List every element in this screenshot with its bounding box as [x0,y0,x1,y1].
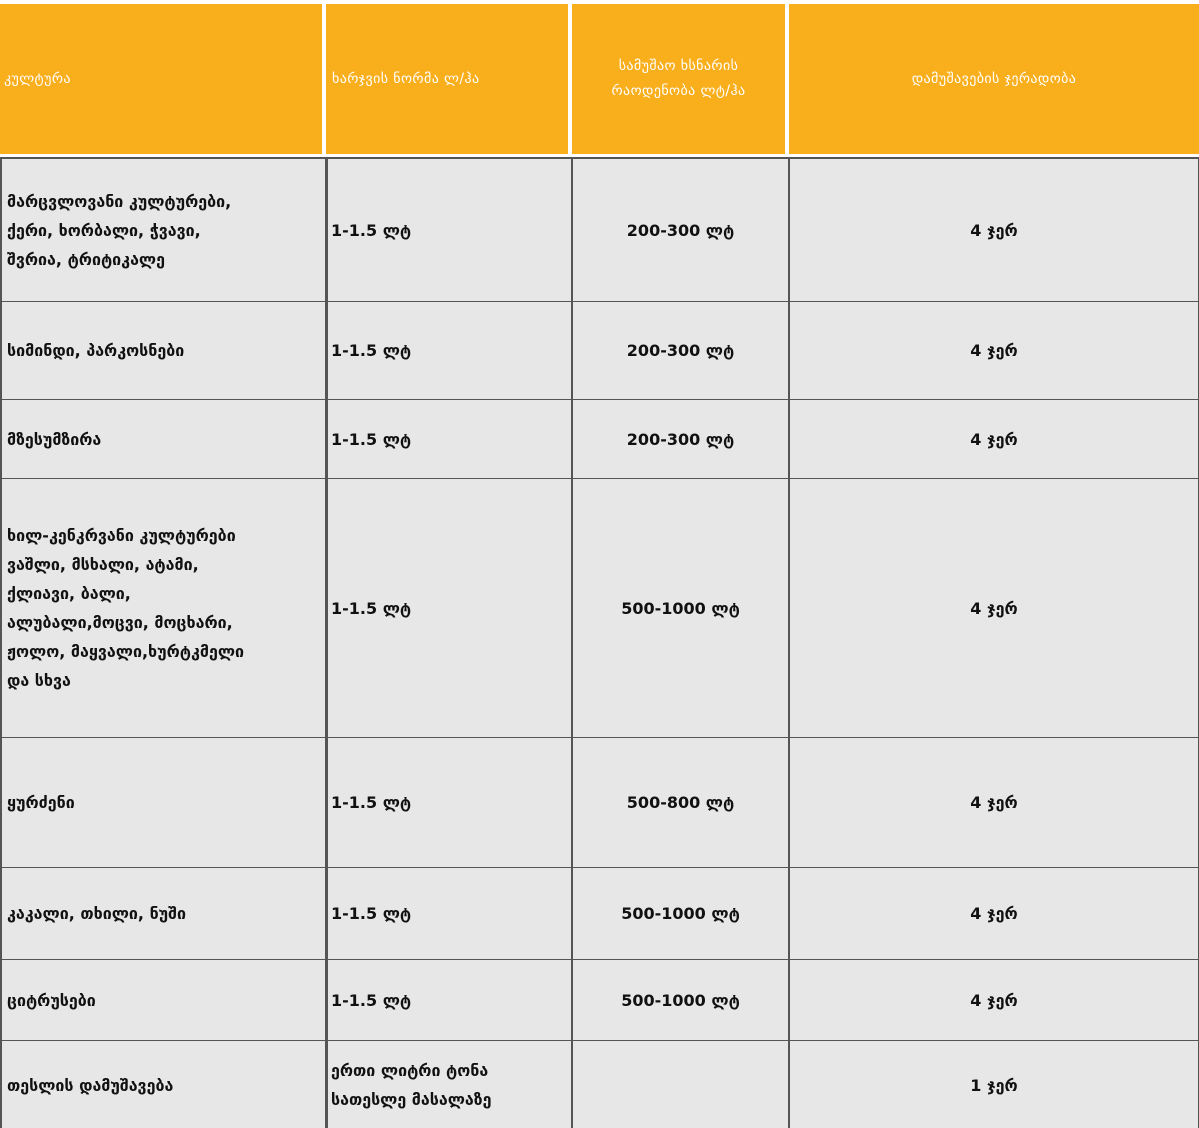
cell-frequency: 4 ჯერ [789,400,1199,479]
cell-solution [572,1041,789,1128]
header-row [0,4,1199,157]
cell-culture-line: მარცვლოვანი კულტურები, [7,191,232,211]
cell-culture-line: შვრია, ტრიტიკალე [7,249,165,269]
cell-rate-line: 1-1.5 ლტ [331,429,412,449]
cell-culture [0,868,326,960]
table-row [0,1041,1199,1128]
cell-culture-line: კაკალი, თხილი, ნუში [7,904,186,923]
cell-rate [326,157,572,302]
cell-rate [326,302,572,400]
cell-culture-line: ხილ-კენკრვანი კულტურები [7,526,236,545]
cell-rate-line: ერთი ლიტრი ტონა [331,1061,489,1080]
table-row [0,400,1199,479]
cell-culture [0,1041,326,1128]
header-solution-line-2: რაოდენობა ლტ/ჰა [611,83,746,99]
cell-frequency: 4 ჯერ [789,960,1199,1041]
cell-rate-line: 1-1.5 ლტ [331,990,412,1010]
cell-solution: 200-300 ლტ [572,302,789,400]
cell-rate [326,868,572,960]
cell-rate [326,1041,572,1128]
header-solution-line-1: სამუშაო ხსნარის [618,58,739,74]
cell-solution: 500-1000 ლტ [572,868,789,960]
table-row [0,479,1199,738]
cell-rate-line: 1-1.5 ლტ [331,598,412,618]
cell-culture-line: ჟოლო, მაყვალი,ხურტკმელი [7,642,245,661]
cell-culture [0,400,326,479]
cell-culture [0,479,326,738]
table-row [0,302,1199,400]
cell-frequency: 4 ჯერ [789,738,1199,868]
table-row [0,157,1199,302]
cell-rate-line: 1-1.5 ლტ [331,341,412,360]
cell-solution: 500-1000 ლტ [572,479,789,738]
header-frequency: დამუშავების ჯერადობა [789,4,1199,157]
cell-culture [0,157,326,302]
cell-culture-line: და სხვა [7,671,71,690]
cell-culture-line: ყურძენი [7,793,75,812]
header-rate: ხარჯვის ნორმა ლ/ჰა [326,4,572,157]
cell-culture-line: ციტრუსები [7,990,96,1010]
table-row [0,960,1199,1041]
cell-rate-line: 1-1.5 ლტ [331,220,412,240]
cell-solution: 500-1000 ლტ [572,960,789,1041]
cell-frequency: 4 ჯერ [789,868,1199,960]
cell-rate-line: სათესლე მასალაზე [331,1090,492,1109]
cell-culture-line: ქერი, ხორბალი, ჭვავი, [7,220,201,240]
cell-frequency: 4 ჯერ [789,479,1199,738]
table-row [0,868,1199,960]
cell-culture-line: სიმინდი, პარკოსნები [7,341,185,360]
cell-rate [326,479,572,738]
cell-frequency: 4 ჯერ [789,302,1199,400]
cell-culture [0,738,326,868]
cell-solution: 200-300 ლტ [572,400,789,479]
cell-culture-line: ქლიავი, ბალი, [7,584,131,603]
table-body [0,157,1199,1128]
dosage-table [0,4,1199,1128]
table-header [0,4,1199,157]
cell-culture [0,960,326,1041]
table-row [0,738,1199,868]
cell-solution: 200-300 ლტ [572,157,789,302]
cell-frequency: 4 ჯერ [789,157,1199,302]
header-solution-amount [572,4,789,157]
cell-rate [326,738,572,868]
cell-rate [326,960,572,1041]
cell-culture-line: ვაშლი, მსხალი, ატამი, [7,555,199,574]
cell-culture-line: თესლის დამუშავება [7,1075,174,1095]
cell-frequency: 1 ჯერ [789,1041,1199,1128]
cell-rate [326,400,572,479]
cell-culture-line: მზესუმზირა [7,429,102,449]
cell-culture-line: ალუბალი,მოცვი, მოცხარი, [7,613,233,632]
cell-solution: 500-800 ლტ [572,738,789,868]
cell-culture [0,302,326,400]
cell-rate-line: 1-1.5 ლტ [331,793,412,812]
header-culture: კულტურა [0,4,326,157]
cell-rate-line: 1-1.5 ლტ [331,904,412,923]
